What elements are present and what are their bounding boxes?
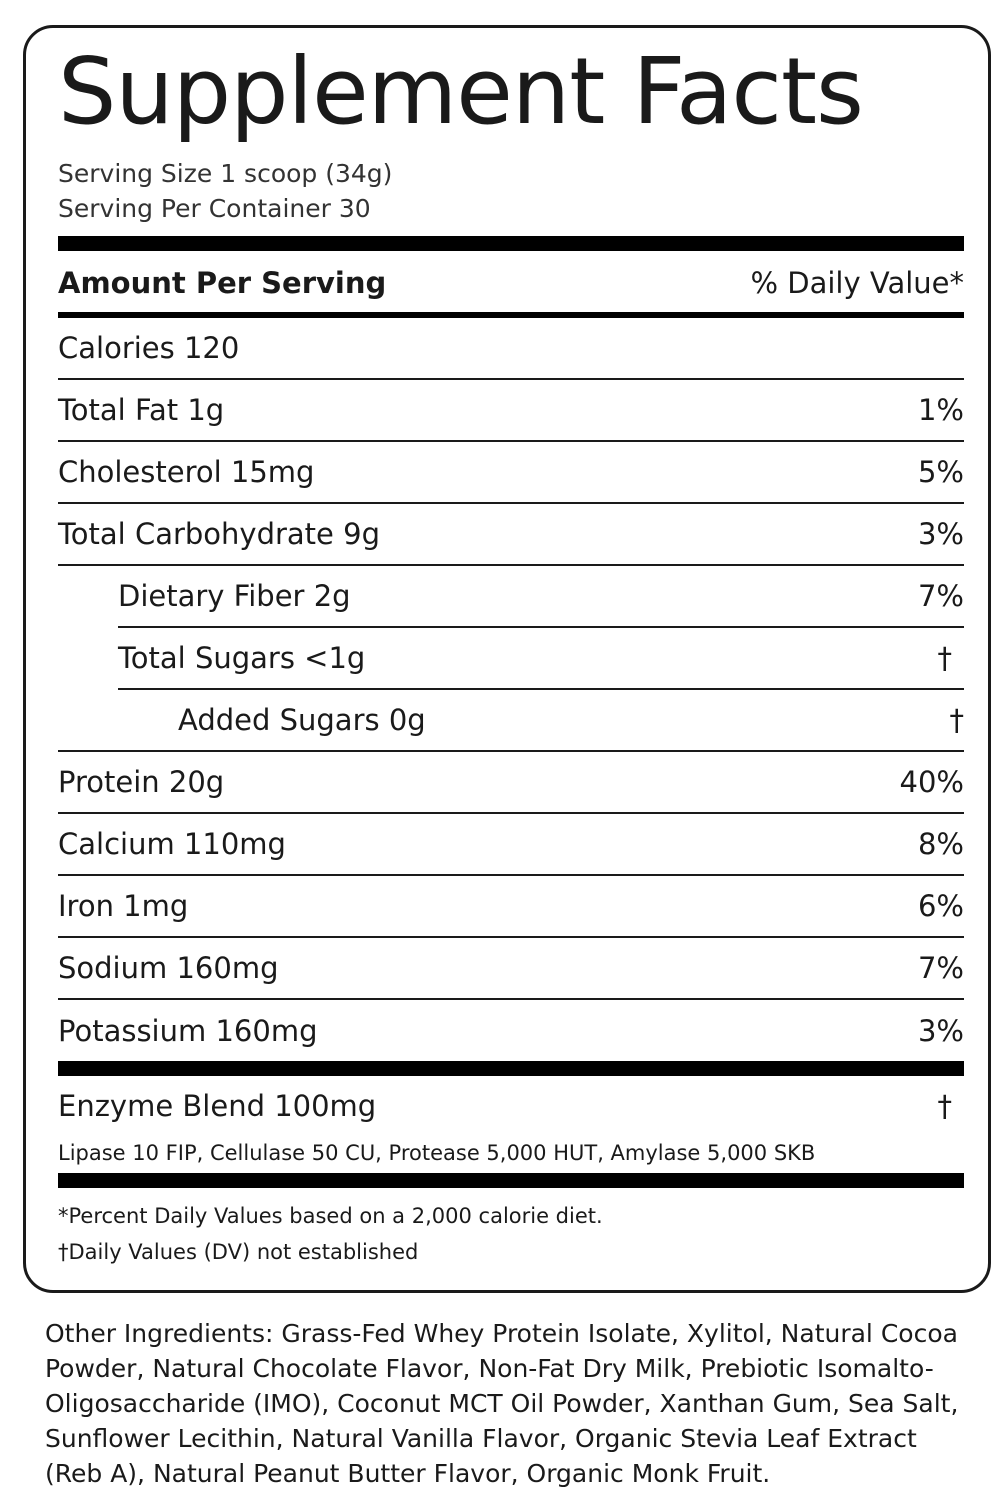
nutrient-row xyxy=(58,814,964,876)
nutrient-name: Total Carbohydrate 9g xyxy=(58,517,380,551)
nutrient-name: Protein 20g xyxy=(58,765,225,799)
nutrient-dv: 8% xyxy=(917,827,964,861)
nutrient-row xyxy=(58,504,964,566)
nutrient-name: Added Sugars 0g xyxy=(178,703,426,737)
nutrient-row-indented xyxy=(118,566,964,628)
nutrient-dv: 40% xyxy=(899,765,964,799)
nutrient-name: Potassium 160mg xyxy=(58,1014,318,1048)
label-title: Supplement Facts xyxy=(58,38,863,145)
nutrient-row xyxy=(58,938,964,1000)
amount-per-serving-header xyxy=(58,262,964,304)
daily-value-header: % Daily Value* xyxy=(750,266,964,300)
nutrient-name: Calcium 110mg xyxy=(58,827,286,861)
nutrient-dv: 7% xyxy=(917,951,964,985)
thick-divider-top xyxy=(58,236,964,251)
enzyme-blend-dv: † xyxy=(937,1089,952,1123)
nutrient-dv: † xyxy=(949,703,964,737)
nutrient-row xyxy=(58,876,964,938)
nutrient-row xyxy=(58,380,964,442)
nutrient-name: Total Fat 1g xyxy=(58,393,225,427)
nutrient-row xyxy=(58,1000,964,1062)
amount-per-serving-label: Amount Per Serving xyxy=(58,266,387,300)
nutrient-name: Sodium 160mg xyxy=(58,951,279,985)
calories-row xyxy=(58,318,964,380)
enzyme-blend-name: Enzyme Blend 100mg xyxy=(58,1089,377,1123)
serving-size: Serving Size 1 scoop (34g) xyxy=(58,159,393,188)
servings-per-container: Serving Per Container 30 xyxy=(58,194,371,223)
footnote-dv-not-established: †Daily Values (DV) not established xyxy=(58,1240,419,1264)
nutrient-name: Cholesterol 15mg xyxy=(58,455,315,489)
nutrient-row-double-indented xyxy=(58,690,964,752)
footnote-daily-values: *Percent Daily Values based on a 2,000 calorie diet. xyxy=(58,1204,603,1228)
nutrient-dv: 3% xyxy=(917,517,964,551)
thick-divider-bottom xyxy=(58,1173,964,1188)
nutrient-dv: 6% xyxy=(917,889,964,923)
nutrient-dv: 3% xyxy=(917,1014,964,1048)
nutrient-dv: 1% xyxy=(917,393,964,427)
enzyme-blend-detail: Lipase 10 FIP, Cellulase 50 CU, Protease 5,000 HUT, Amylase 5,000 SKB xyxy=(58,1141,816,1165)
nutrient-dv: 5% xyxy=(917,455,964,489)
other-ingredients: Other Ingredients: Grass-Fed Whey Protein Isolate, Xylitol, Natural Cocoa Powder, Natural Chocolate Flavor, Non-Fat Dry Milk, Prebiotic Isomalto-Oligosaccharide (IMO), Coconut MCT Oil Powder, Xanthan Gum, Sea Salt, Sunflower Lecithin, Natural Vanilla Flavor, Organic Stevia Leaf Extract (Reb A), Natural Peanut Butter Flavor, Organic Monk Fruit. xyxy=(45,1319,959,1488)
nutrient-dv: 7% xyxy=(917,579,964,613)
calories-label: Calories 120 xyxy=(58,331,240,365)
nutrient-row-indented xyxy=(118,628,964,690)
nutrient-row xyxy=(58,442,964,504)
enzyme-blend-row xyxy=(58,1082,964,1130)
nutrient-row xyxy=(58,752,964,814)
nutrient-name: Dietary Fiber 2g xyxy=(118,579,351,613)
nutrient-name: Total Sugars <1g xyxy=(118,641,366,675)
nutrient-dv: † xyxy=(937,641,952,675)
nutrient-name: Iron 1mg xyxy=(58,889,189,923)
thick-divider-middle xyxy=(58,1061,964,1076)
